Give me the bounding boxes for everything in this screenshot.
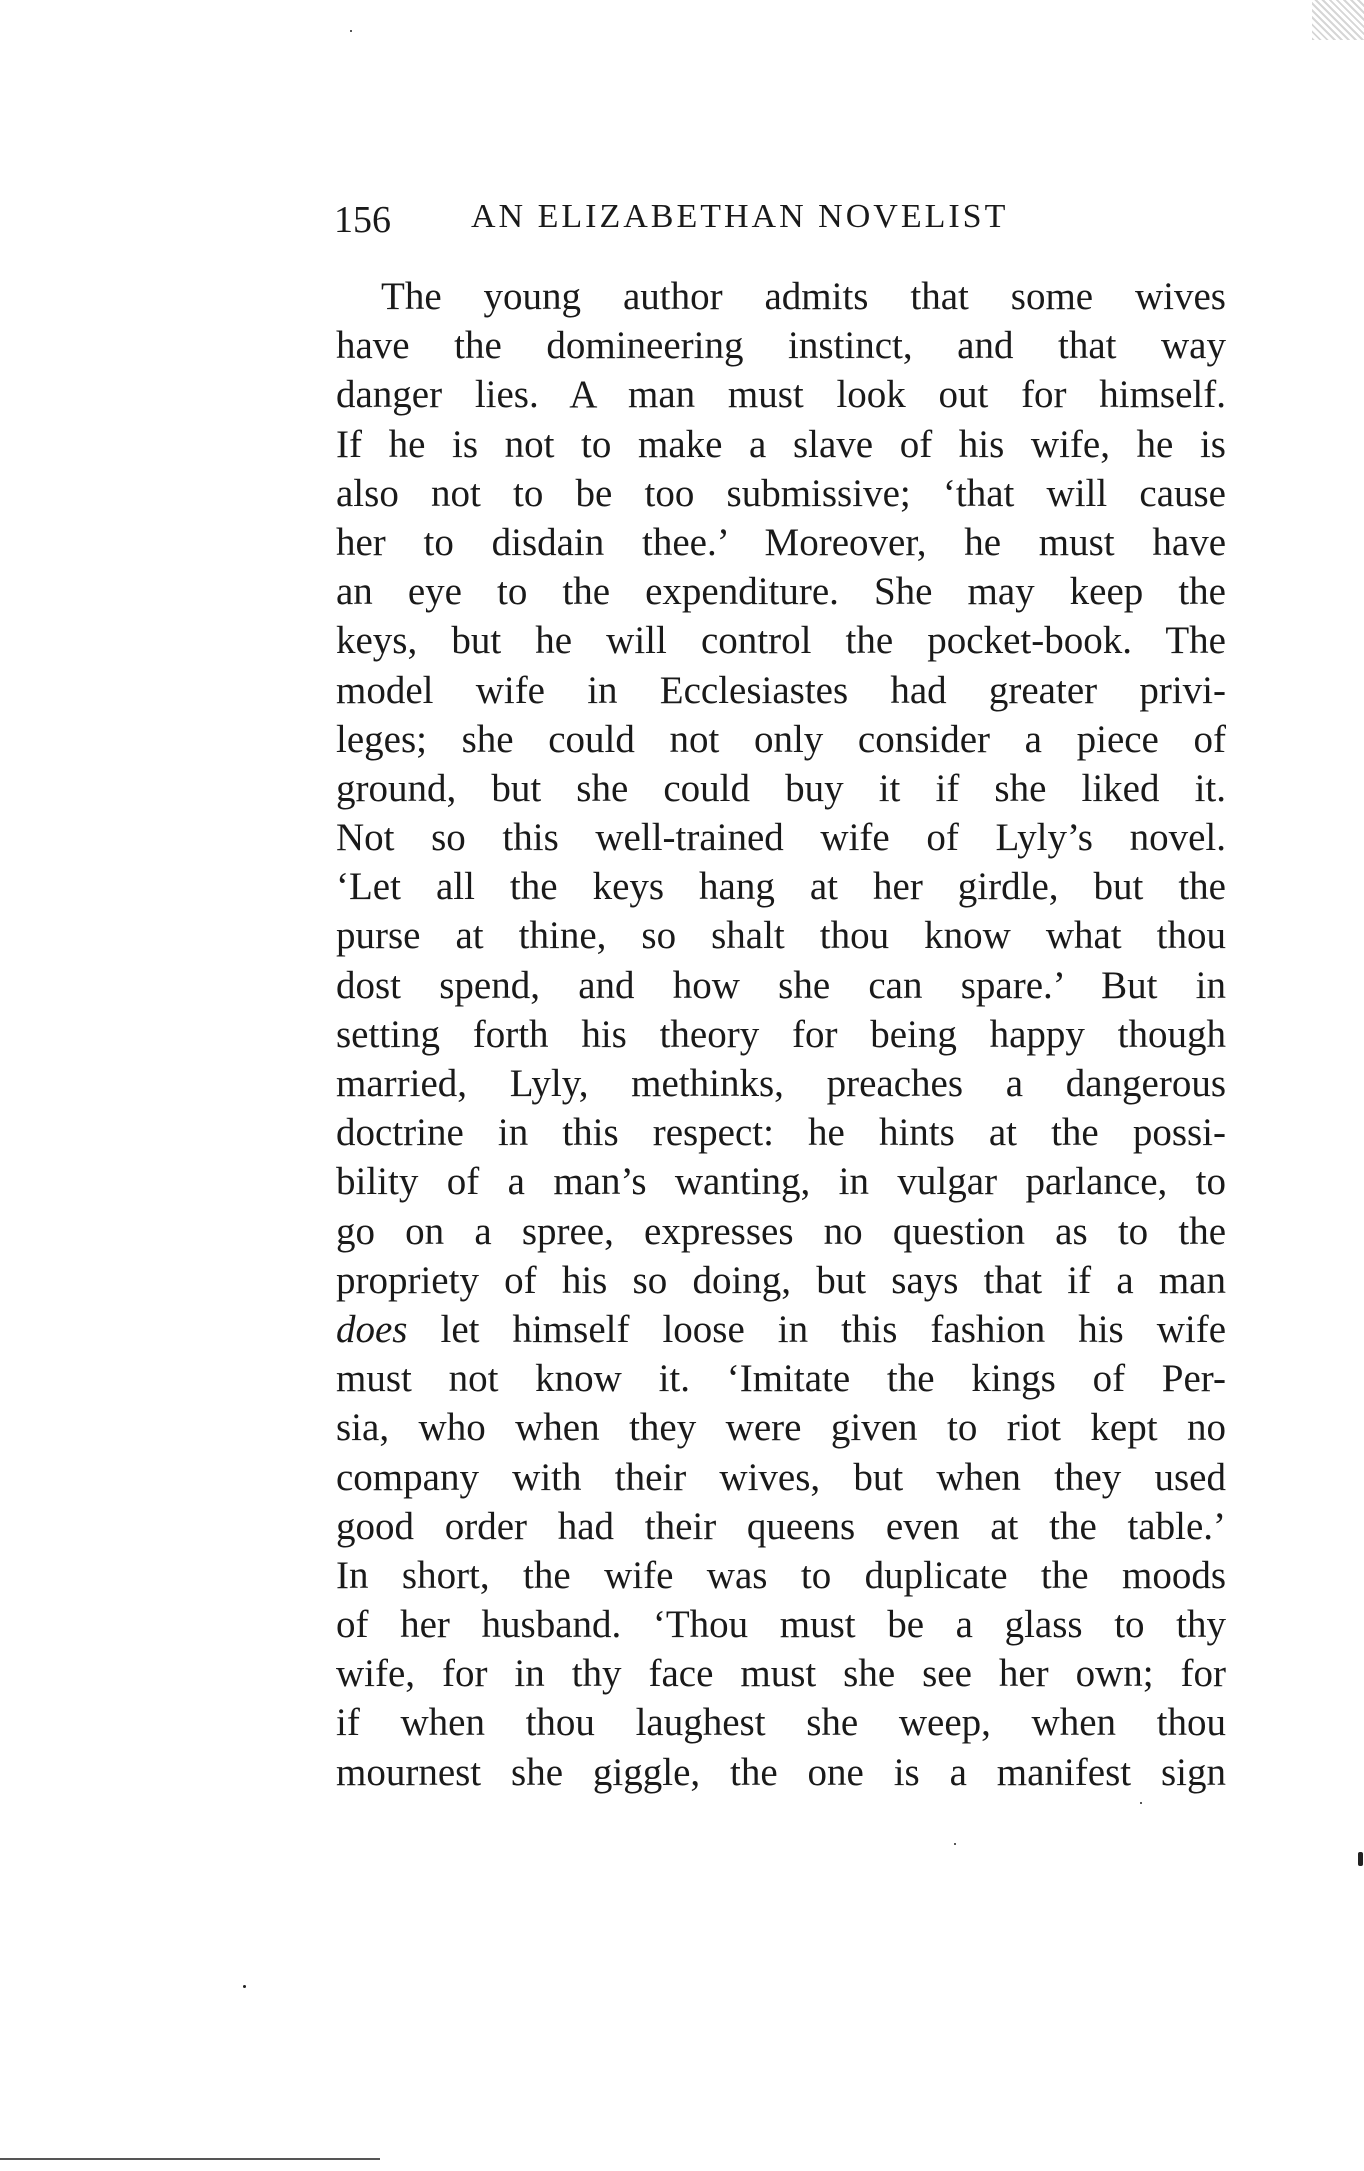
- text-line-21: propriety of his so doing, but says that if a man: [336, 1258, 1226, 1302]
- running-head: [334, 198, 1094, 250]
- text-line-22-rest: let himself loose in this fashion his wife: [440, 1307, 1227, 1351]
- text-line-8: keys, but he will control the pocket-book. The: [336, 619, 1226, 663]
- page-number: 156: [334, 199, 391, 241]
- text-line-10: leges; she could not only consider a piece of: [336, 717, 1226, 761]
- body-text: [336, 272, 1226, 1797]
- text-line-17: married, Lyly, methinks, preaches a dangerous: [336, 1062, 1226, 1105]
- text-line-13: ‘Let all the keys hang at her girdle, but the: [336, 865, 1226, 909]
- text-line-16: setting forth his theory for being happy though: [336, 1012, 1226, 1056]
- text-line-5: also not to be too submissive; ‘that will cause: [336, 471, 1226, 515]
- scan-bottom-edge: [0, 2158, 380, 2160]
- text-line-26: good order had their queens even at the table.’: [336, 1504, 1226, 1548]
- text-line-7: an eye to the expenditure. She may keep the: [336, 570, 1226, 614]
- text-line-12: Not so this well-trained wife of Lyly’s novel.: [336, 816, 1226, 860]
- text-line-14: purse at thine, so shalt thou know what thou: [336, 914, 1226, 958]
- text-line-18: doctrine in this respect: he hints at the possi-: [336, 1111, 1226, 1155]
- text-line-9: model wife in Ecclesiastes had greater privi-: [336, 668, 1226, 712]
- text-line-19: bility of a man’s wanting, in vulgar parlance, to: [336, 1160, 1226, 1204]
- scan-edge-noise: [1312, 0, 1364, 40]
- running-title: AN ELIZABETHAN NOVELIST: [471, 198, 1009, 235]
- text-line-22: [336, 1305, 1226, 1354]
- text-line-27: In short, the wife was to duplicate the moods: [336, 1553, 1226, 1597]
- text-line-23: must not know it. ‘Imitate the kings of Per-: [336, 1357, 1226, 1401]
- scan-speck: [350, 30, 352, 32]
- scan-speck: [1358, 1852, 1363, 1866]
- scan-speck: [243, 1985, 246, 1988]
- text-line-29: wife, for in thy face must she see her own; for: [336, 1652, 1226, 1696]
- italic-emphasis: does: [336, 1307, 408, 1351]
- text-line-1: The young author admits that some wives: [381, 275, 1226, 318]
- text-line-4: If he is not to make a slave of his wife, he is: [336, 422, 1226, 466]
- scan-speck: [954, 1843, 956, 1845]
- text-line-28: of her husband. ‘Thou must be a glass to thy: [336, 1603, 1226, 1647]
- text-line-25: company with their wives, but when they used: [336, 1455, 1226, 1499]
- text-line-6: her to disdain thee.’ Moreover, he must have: [336, 520, 1226, 564]
- scan-speck: [1140, 1802, 1142, 1804]
- text-line-2: have the domineering instinct, and that way: [336, 324, 1226, 368]
- text-line-15: dost spend, and how she can spare.’ But in: [336, 963, 1226, 1007]
- text-line-11: ground, but she could buy it if she liked it.: [336, 766, 1226, 810]
- text-line-24: sia, who when they were given to riot kept no: [336, 1406, 1226, 1450]
- text-line-31: mournest she giggle, the one is a manifest sign: [336, 1750, 1226, 1794]
- text-line-30: if when thou laughest she weep, when thou: [336, 1701, 1226, 1745]
- text-line-20: go on a spree, expresses no question as to the: [336, 1209, 1226, 1253]
- text-line-3: danger lies. A man must look out for himself.: [336, 373, 1226, 417]
